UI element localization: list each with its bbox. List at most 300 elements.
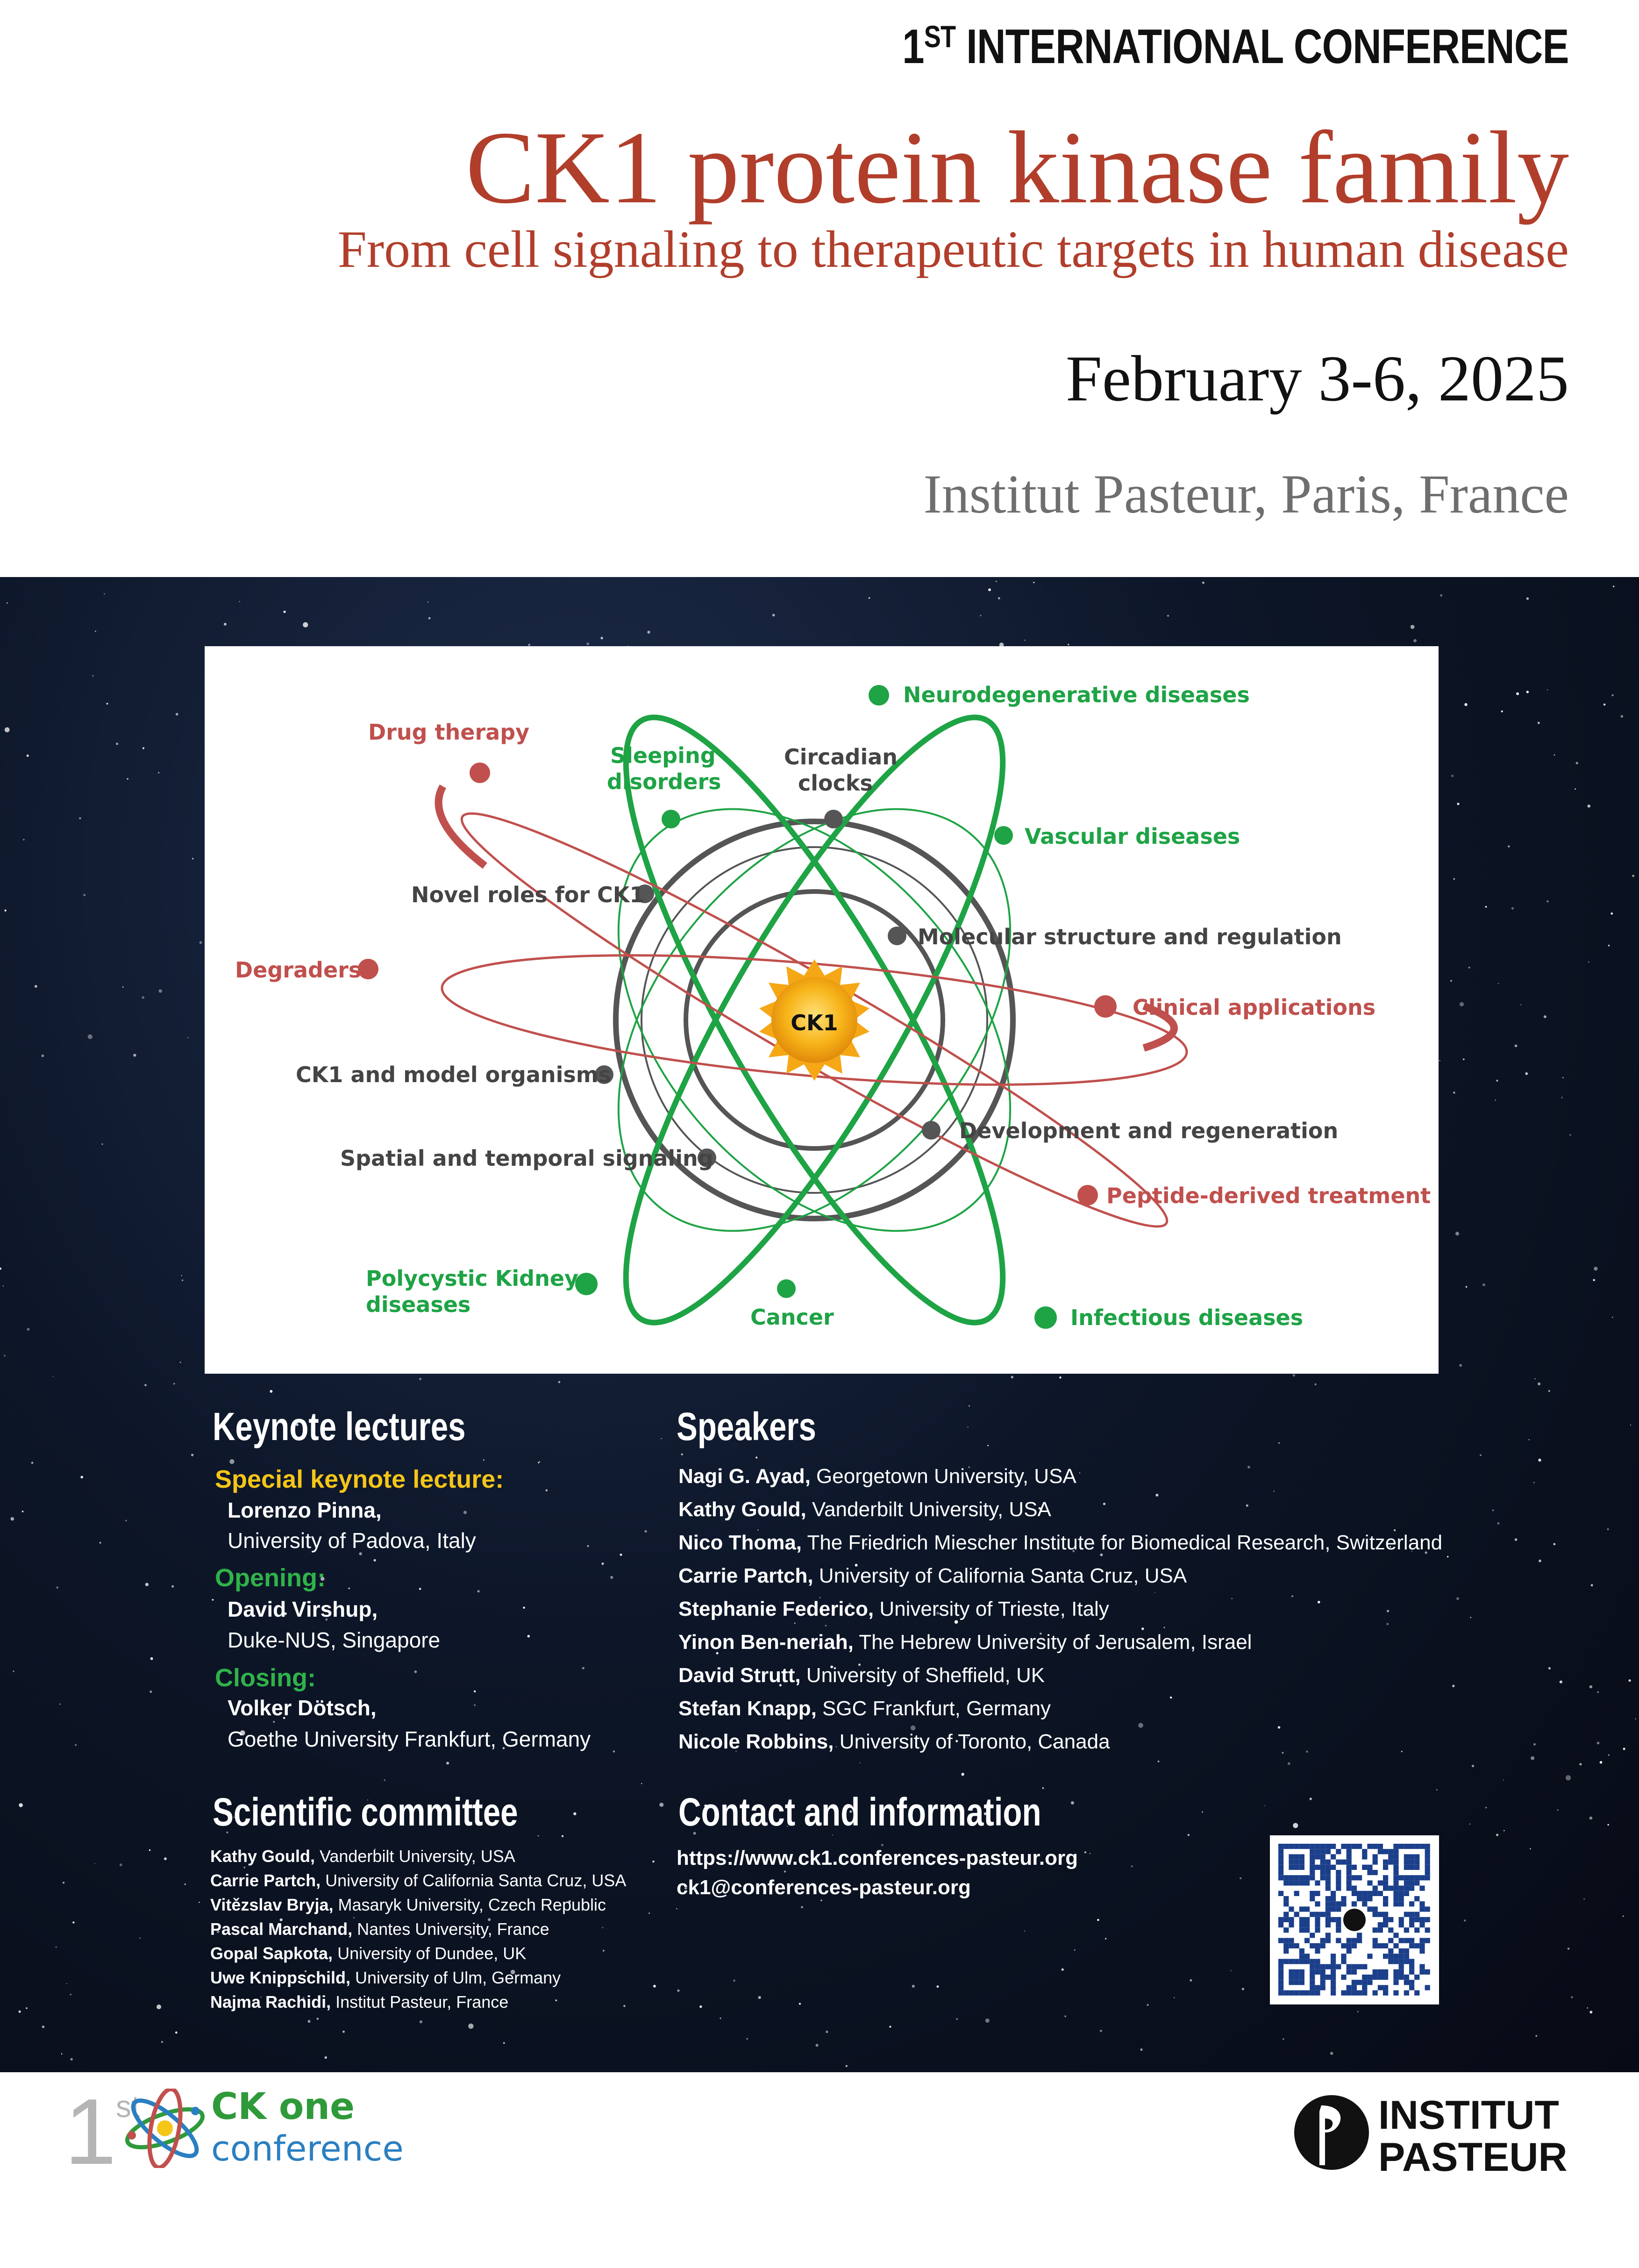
qr-module	[1367, 1980, 1372, 1985]
star	[1632, 875, 1634, 877]
qr-module	[1393, 1990, 1398, 1996]
qr-module	[1388, 1948, 1393, 1954]
star	[303, 622, 308, 628]
qr-module	[1278, 1849, 1283, 1854]
star	[1292, 1374, 1295, 1377]
qr-module	[1331, 1844, 1336, 1849]
star	[601, 1562, 604, 1565]
qr-module	[1352, 1969, 1357, 1975]
qr-module	[1320, 1980, 1325, 1985]
star	[224, 623, 227, 626]
star	[699, 2005, 702, 2008]
star	[164, 1857, 167, 1860]
qr-module	[1315, 1901, 1320, 1906]
star	[1630, 1425, 1631, 1426]
speaker-item: Carrie Partch, University of California Santa Cruz, USA	[678, 1564, 1187, 1587]
qr-module	[1414, 1865, 1419, 1870]
star	[1501, 710, 1503, 712]
orbit-red-thick-1	[439, 786, 485, 866]
star	[1569, 1134, 1571, 1135]
qr-module	[1299, 1927, 1304, 1933]
qr-module	[1315, 1917, 1320, 1922]
qr-module	[1367, 1880, 1372, 1885]
star	[3, 1285, 4, 1286]
qr-module	[1388, 1854, 1393, 1859]
qr-module	[1304, 1938, 1310, 1943]
star	[31, 1462, 34, 1464]
qr-module	[1383, 1990, 1388, 1996]
star	[1587, 2007, 1588, 2008]
qr-module	[1331, 1901, 1336, 1906]
qr-module	[1299, 1969, 1304, 1975]
star	[1620, 715, 1623, 718]
closing-label: Closing:	[215, 1664, 316, 1692]
ckone-logo-line2: conference	[211, 2129, 404, 2169]
star	[1387, 1623, 1389, 1625]
qr-module	[1409, 1912, 1414, 1917]
qr-module	[1294, 1969, 1299, 1975]
qr-module	[1414, 1880, 1419, 1885]
qr-module	[1320, 1943, 1325, 1948]
qr-module	[1352, 1875, 1357, 1880]
star	[1202, 1812, 1203, 1813]
qr-module	[1336, 1901, 1341, 1906]
qr-module	[1378, 1969, 1383, 1975]
qr-module	[1378, 1922, 1383, 1927]
star	[1453, 1091, 1455, 1094]
qr-module	[1362, 1891, 1367, 1896]
star	[83, 894, 86, 896]
qr-module	[1304, 1880, 1310, 1885]
star	[474, 1690, 476, 1692]
star	[1318, 1601, 1320, 1603]
star	[1531, 1756, 1534, 1760]
committee-item: Kathy Gould, Vanderbilt University, USA	[210, 1847, 515, 1866]
qr-module	[1357, 1933, 1362, 1938]
star	[94, 1863, 95, 1864]
star	[80, 1476, 83, 1479]
star	[1202, 582, 1204, 584]
qr-module	[1383, 1896, 1388, 1901]
qr-module	[1299, 1865, 1304, 1870]
committee-item: Carrie Partch, University of California Santa Cruz, USA	[210, 1871, 627, 1890]
star	[1497, 1522, 1500, 1525]
star	[19, 2011, 21, 2013]
qr-module	[1393, 1901, 1398, 1906]
qr-module	[1404, 1954, 1409, 1959]
star	[1560, 1681, 1562, 1683]
qr-module	[1310, 1844, 1315, 1849]
star	[1452, 1685, 1454, 1687]
star	[125, 1520, 127, 1521]
star	[107, 703, 108, 705]
qr-module	[1373, 1990, 1378, 1996]
contact-heading: Contact and information	[678, 1790, 1041, 1834]
ckone-logo-number: 1	[64, 2080, 117, 2184]
institut-pasteur-logo-icon	[1294, 2090, 1369, 2175]
star	[555, 1999, 557, 2001]
qr-module	[1315, 1849, 1320, 1854]
qr-module	[1325, 1865, 1331, 1870]
qr-module	[1383, 1886, 1388, 1891]
qr-module	[1341, 1901, 1346, 1906]
qr-module	[1409, 1922, 1414, 1927]
special-keynote-name: Lorenzo Pinna,	[228, 1498, 382, 1522]
qr-module	[1373, 1969, 1378, 1975]
star	[987, 1445, 989, 1446]
star	[1247, 1466, 1250, 1469]
qr-module	[1399, 1896, 1404, 1901]
star	[1164, 1627, 1165, 1628]
star	[1568, 1947, 1570, 1950]
star	[1074, 1949, 1076, 1951]
qr-module	[1320, 1964, 1325, 1969]
qr-module	[1373, 1870, 1378, 1875]
qr-module	[1404, 1948, 1409, 1954]
qr-module	[1414, 1975, 1419, 1980]
qr-module	[1378, 1849, 1383, 1854]
star	[463, 1511, 467, 1514]
star	[1526, 597, 1529, 599]
qr-module	[1409, 1901, 1414, 1906]
star	[1544, 1015, 1546, 1018]
star	[1068, 644, 1069, 646]
qr-module	[1283, 1927, 1289, 1933]
qr-module	[1294, 1854, 1299, 1859]
qr-module	[1278, 1854, 1283, 1859]
contact-url-link[interactable]: https://www.ck1.conferences-pasteur.org	[677, 1847, 1078, 1869]
star	[308, 2020, 311, 2023]
qr-module	[1289, 1917, 1294, 1922]
qr-module	[1352, 1990, 1357, 1996]
star	[1242, 1988, 1245, 1990]
qr-module	[1278, 1964, 1283, 1969]
star	[188, 1037, 189, 1038]
star	[104, 593, 105, 595]
qr-module	[1409, 1865, 1414, 1870]
star	[53, 1376, 54, 1377]
star	[1454, 878, 1455, 880]
star	[63, 1882, 64, 1883]
qr-module	[1419, 1875, 1425, 1880]
qr-module	[1362, 1964, 1367, 1969]
conference-venue: Institut Pasteur, Paris, France	[923, 464, 1569, 525]
star	[1492, 1509, 1494, 1511]
star	[985, 2018, 990, 2023]
star	[61, 2053, 63, 2054]
qr-module	[1294, 1865, 1299, 1870]
qr-module	[1320, 1969, 1325, 1975]
star	[1140, 2048, 1142, 2051]
qr-module	[1331, 1969, 1336, 1975]
star	[150, 1657, 153, 1660]
qr-module	[1383, 1922, 1388, 1927]
star	[1538, 1383, 1540, 1385]
ckone-atom-icon	[121, 2089, 209, 2168]
star	[1607, 1528, 1609, 1530]
speaker-item: Kathy Gould, Vanderbilt University, USA	[678, 1498, 1051, 1521]
qr-module	[1299, 1959, 1304, 1964]
qr-module	[1383, 1901, 1388, 1906]
star	[784, 1870, 786, 1872]
label-molecular: Molecular structure and regulation	[918, 924, 1342, 949]
star	[56, 1947, 57, 1948]
qr-module	[1283, 1844, 1289, 1849]
star	[140, 1938, 141, 1939]
star	[133, 1054, 136, 1056]
qr-module	[1425, 1849, 1430, 1854]
qr-module	[1419, 1964, 1425, 1969]
qr-module	[1315, 1854, 1320, 1859]
star	[72, 1921, 74, 1923]
qr-module	[1399, 1901, 1404, 1906]
star	[142, 996, 144, 998]
star	[88, 1034, 93, 1039]
qr-module	[1393, 1891, 1398, 1896]
qr-module	[1383, 1875, 1388, 1880]
qr-module	[1425, 1860, 1430, 1865]
qr-module	[1315, 1865, 1320, 1870]
qr-module	[1357, 1844, 1362, 1849]
committee-item: Najma Rachidi, Institut Pasteur, France	[210, 1992, 509, 2011]
star	[820, 1900, 822, 1901]
qr-module	[1310, 1896, 1315, 1901]
qr-module	[1278, 1980, 1283, 1985]
qr-module	[1388, 1938, 1393, 1943]
qr-module	[1373, 1886, 1378, 1891]
star	[1278, 1726, 1280, 1728]
star	[270, 1390, 272, 1393]
star	[1231, 1970, 1232, 1971]
qr-module	[1310, 1969, 1315, 1975]
qr-module	[1373, 1943, 1378, 1948]
star	[1141, 1627, 1144, 1630]
qr-module	[1352, 1891, 1357, 1896]
qr-module	[1404, 1875, 1409, 1880]
qr-module	[1341, 1954, 1346, 1959]
qr-module	[1378, 1985, 1383, 1990]
qr-module	[1310, 1865, 1315, 1870]
qr-module	[1347, 1880, 1352, 1885]
qr-module	[1425, 1969, 1430, 1975]
qr-module	[1409, 1860, 1414, 1865]
star	[1503, 1780, 1504, 1781]
star	[1100, 2030, 1102, 2032]
star	[1511, 907, 1514, 909]
star	[157, 2004, 161, 2009]
star	[661, 1438, 662, 1439]
qr-module	[1289, 1980, 1294, 1985]
opening-affiliation: Duke-NUS, Singapore	[228, 1628, 441, 1652]
star	[601, 637, 603, 639]
star	[681, 1454, 683, 1455]
star	[175, 2032, 178, 2034]
qr-module	[1373, 1906, 1378, 1911]
qr-module	[1320, 1938, 1325, 1943]
qr-module	[1383, 1954, 1388, 1959]
star	[980, 615, 981, 616]
qr-module	[1383, 1912, 1388, 1917]
qr-module	[1419, 1922, 1425, 1927]
qr-module	[1325, 1901, 1331, 1906]
star	[1597, 1691, 1598, 1693]
qr-module	[1425, 1927, 1430, 1933]
star	[1138, 1723, 1143, 1728]
qr-module	[1315, 1969, 1320, 1975]
star	[1011, 1376, 1014, 1379]
qr-module	[1362, 1849, 1367, 1854]
dot-sleep	[662, 810, 680, 828]
qr-module	[1425, 1906, 1430, 1911]
star	[546, 1490, 548, 1491]
qr-module	[1278, 1844, 1283, 1849]
qr-module	[1367, 1844, 1372, 1849]
qr-module	[1425, 1917, 1430, 1922]
qr-module	[1304, 1906, 1310, 1911]
star	[1608, 945, 1610, 946]
special-keynote-label: Special keynote lecture:	[215, 1465, 504, 1493]
star	[477, 1590, 480, 1592]
qr-module	[1299, 1948, 1304, 1954]
qr-module	[1341, 1896, 1346, 1901]
star	[182, 1279, 184, 1281]
qr-module	[1388, 1954, 1393, 1959]
qr-module	[1331, 1964, 1336, 1969]
qr-module	[1414, 1990, 1419, 1996]
star	[1450, 980, 1452, 982]
qr-module	[1409, 1917, 1414, 1922]
star	[912, 1985, 915, 1988]
qr-module	[1283, 1912, 1289, 1917]
qr-module	[1278, 1969, 1283, 1975]
qr-module	[1325, 1849, 1331, 1854]
qr-module	[1352, 1901, 1357, 1906]
label-degraders: Degraders	[235, 957, 362, 983]
qr-module	[1325, 1880, 1331, 1885]
label-kidney-1: Polycystic Kidney	[366, 1266, 579, 1291]
qr-module	[1383, 1975, 1388, 1980]
qr-module	[1414, 1943, 1419, 1948]
star	[1495, 1099, 1496, 1101]
star	[1447, 1556, 1448, 1557]
qr-module	[1399, 1891, 1404, 1896]
qr-module	[1331, 1891, 1336, 1896]
qr-module	[1388, 1917, 1393, 1922]
star	[42, 2026, 45, 2028]
star	[677, 1990, 679, 1992]
qr-code-icon[interactable]	[1270, 1835, 1439, 2004]
star	[956, 2018, 958, 2020]
qr-module	[1299, 1917, 1304, 1922]
ck1-orbit-diagram	[205, 646, 1439, 1374]
star	[1480, 1455, 1482, 1456]
qr-module	[1341, 1975, 1346, 1980]
qr-module	[1283, 1943, 1289, 1948]
star	[1240, 1877, 1241, 1879]
qr-module	[1362, 1854, 1367, 1859]
star	[1059, 1376, 1061, 1378]
qr-module	[1336, 1870, 1341, 1875]
star	[1607, 1824, 1609, 1826]
qr-module	[1310, 1943, 1315, 1948]
star	[1463, 1058, 1465, 1060]
qr-module	[1404, 1927, 1409, 1933]
star	[1576, 762, 1578, 764]
star	[610, 1576, 613, 1579]
qr-module	[1310, 1849, 1315, 1854]
qr-module	[1325, 1933, 1331, 1938]
qr-center-logo-icon	[1343, 1909, 1366, 1931]
star	[158, 772, 159, 774]
star	[539, 1461, 540, 1462]
star	[523, 1607, 525, 1609]
star	[527, 1635, 530, 1637]
qr-module	[1336, 1917, 1341, 1922]
qr-module	[1315, 1948, 1320, 1954]
qr-module	[1383, 1943, 1388, 1948]
qr-module	[1383, 1969, 1388, 1975]
qr-module	[1325, 1975, 1331, 1980]
ck1-diagram	[205, 646, 1439, 1374]
star	[1583, 1898, 1585, 1900]
qr-module	[1278, 1870, 1283, 1875]
qr-module	[1393, 1954, 1398, 1959]
qr-module	[1320, 1860, 1325, 1865]
qr-module	[1289, 1854, 1294, 1859]
qr-module	[1409, 1844, 1414, 1849]
star	[1623, 1916, 1624, 1917]
keynote-heading: Keynote lectures	[213, 1405, 466, 1448]
star	[1623, 1748, 1625, 1750]
qr-module	[1304, 1990, 1310, 1996]
qr-module	[1357, 1964, 1362, 1969]
star	[70, 1994, 71, 1996]
star	[27, 755, 29, 757]
qr-module	[1325, 1917, 1331, 1922]
qr-module	[1341, 1959, 1346, 1964]
contact-email-link[interactable]: ck1@conferences-pasteur.org	[677, 1876, 971, 1899]
qr-module	[1357, 1980, 1362, 1985]
qr-module	[1289, 1990, 1294, 1996]
qr-module	[1399, 1875, 1404, 1880]
star	[1611, 913, 1613, 915]
qr-module	[1294, 1975, 1299, 1980]
page-title: CK1 protein kinase family	[465, 110, 1569, 225]
qr-module	[1404, 1980, 1409, 1985]
star	[623, 2005, 626, 2007]
dot-neuro	[869, 685, 889, 706]
qr-module	[1414, 1860, 1419, 1865]
qr-module	[1347, 1860, 1352, 1865]
star	[468, 2024, 473, 2029]
star	[180, 1362, 181, 1363]
qr-module	[1425, 1875, 1430, 1880]
qr-module	[1315, 1964, 1320, 1969]
qr-module	[1404, 1990, 1409, 1996]
star	[1533, 1482, 1535, 1483]
qr-module	[1304, 1917, 1310, 1922]
qr-module	[1347, 1943, 1352, 1948]
ckone-logo-line1: CK one	[211, 2086, 355, 2128]
star	[428, 617, 431, 620]
qr-module	[1347, 1875, 1352, 1880]
star	[1291, 1595, 1293, 1597]
qr-module	[1373, 1891, 1378, 1896]
star	[127, 778, 128, 779]
star	[1496, 1834, 1498, 1836]
qr-module	[1315, 1891, 1320, 1896]
qr-module	[1362, 1980, 1367, 1985]
